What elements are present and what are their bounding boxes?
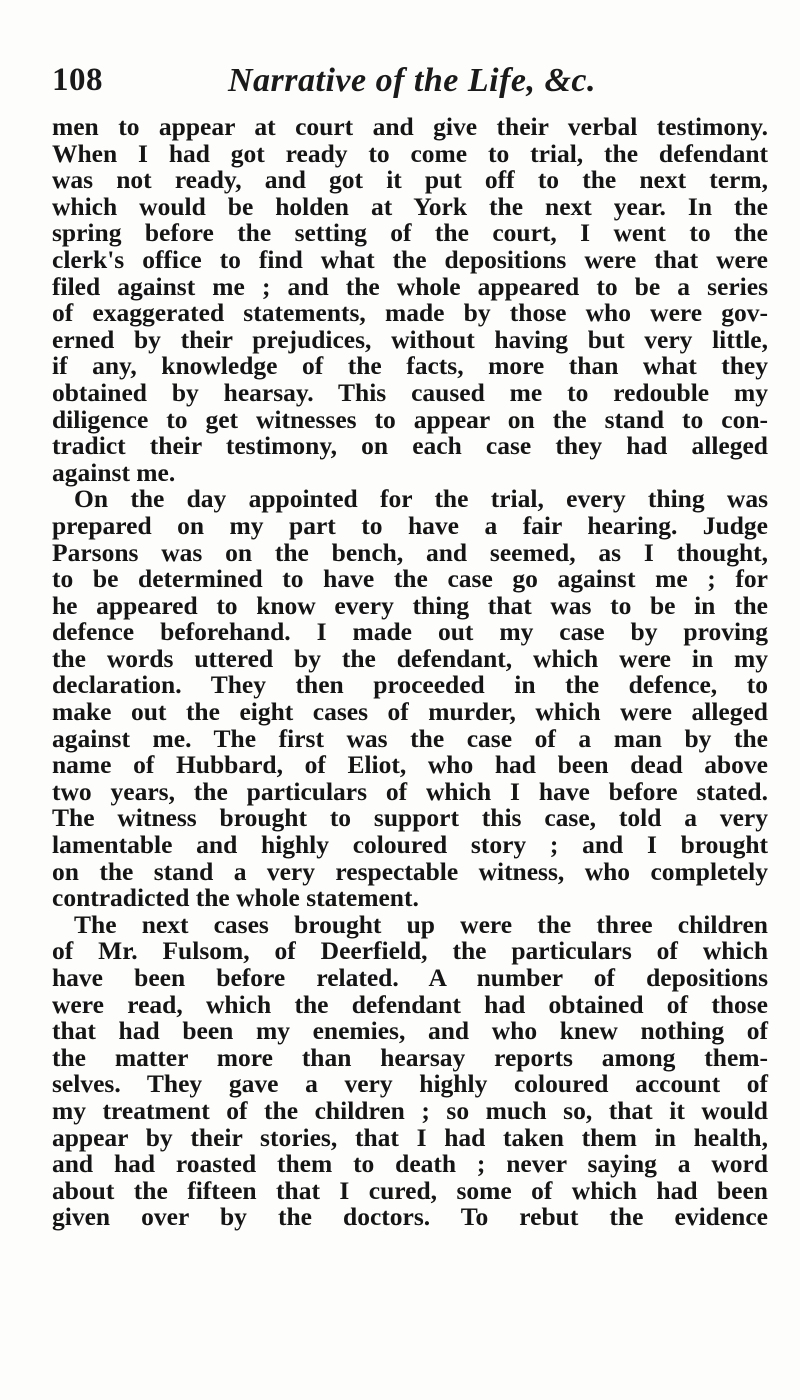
text-line: men to appear at court and give their verbal testimony. xyxy=(52,112,768,141)
text-line: The witness brought to support this case, told a very xyxy=(52,803,768,833)
text-line: obtained by hearsay. This caused me to redouble my xyxy=(52,377,768,407)
text-line: filed against me ; and the whole appeared to be a series xyxy=(52,271,768,301)
text-line: of Mr. Fulsom, of Deerfield, the particulars of which xyxy=(52,936,768,966)
text-line: spring before the setting of the court, I went to the xyxy=(52,218,768,248)
text-line: The next cases brought up were the three children xyxy=(74,909,768,939)
text-line: the matter more than hearsay reports among them- xyxy=(52,1042,768,1072)
text-line: were read, which the defendant had obtained of those xyxy=(52,989,768,1019)
text-line: selves. They gave a very highly coloured account of xyxy=(52,1069,768,1099)
text-line: contradicted the whole statement. xyxy=(52,883,419,913)
text-line: appear by their stories, that I had taken them in health, xyxy=(52,1122,768,1152)
text-line: clerk's office to find what the depositions were that were xyxy=(52,244,768,274)
text-line: if any, knowledge of the facts, more than what they xyxy=(52,351,768,381)
text-line: of exaggerated statements, made by those who were gov- xyxy=(52,298,768,328)
text-line: about the fifteen that I cured, some of which had been xyxy=(52,1175,768,1205)
page-number: 108 xyxy=(52,62,103,98)
text-line: prepared on my part to have a fair hearing. Judge xyxy=(52,510,768,540)
text-line: lamentable and highly coloured story ; and I brought xyxy=(52,830,768,860)
text-line: against me. The first was the case of a man by the xyxy=(52,723,768,753)
text-line: given over by the doctors. To rebut the evidence xyxy=(52,1202,768,1232)
text-line: on the stand a very respectable witness, who completely xyxy=(52,856,768,886)
text-line: to be determined to have the case go against me ; for xyxy=(52,564,768,594)
text-line: Parsons was on the bench, and seemed, as I thought, xyxy=(52,537,768,567)
page-header xyxy=(52,62,772,102)
text-line: When I had got ready to come to trial, the defendant xyxy=(52,138,768,168)
text-line: name of Hubbard, of Eliot, who had been dead above xyxy=(52,750,768,780)
body-text xyxy=(52,114,768,1231)
text-line: have been before related. A number of depositions xyxy=(52,963,768,992)
text-line: which would be holden at York the next year. In the xyxy=(52,191,768,221)
text-line: the words uttered by the defendant, which were in my xyxy=(52,643,768,673)
text-line: declaration. They then proceeded in the defence, to xyxy=(52,670,768,700)
text-line: defence beforehand. I made out my case by proving xyxy=(52,617,768,647)
text-line: against me. xyxy=(52,457,176,487)
text-line: he appeared to know every thing that was to be in the xyxy=(52,590,768,620)
text-line: and had roasted them to death ; never saying a word xyxy=(52,1149,768,1179)
text-line: that had been my enemies, and who knew nothing of xyxy=(52,1016,768,1046)
text-line: erned by their prejudices, without having but very little, xyxy=(52,324,768,354)
text-line: two years, the particulars of which I have before stated. xyxy=(52,776,768,806)
text-line: was not ready, and got it put off to the next term, xyxy=(52,165,768,195)
running-head: Narrative of the Life, &c. xyxy=(228,62,597,99)
text-line: On the day appointed for the trial, every thing was xyxy=(74,484,768,514)
text-line: my treatment of the children ; so much so, that it would xyxy=(52,1095,768,1125)
text-line: make out the eight cases of murder, which were alleged xyxy=(52,697,768,727)
text-line: diligence to get witnesses to appear on the stand to con- xyxy=(52,404,768,434)
text-line: tradict their testimony, on each case they had alleged xyxy=(52,431,768,461)
